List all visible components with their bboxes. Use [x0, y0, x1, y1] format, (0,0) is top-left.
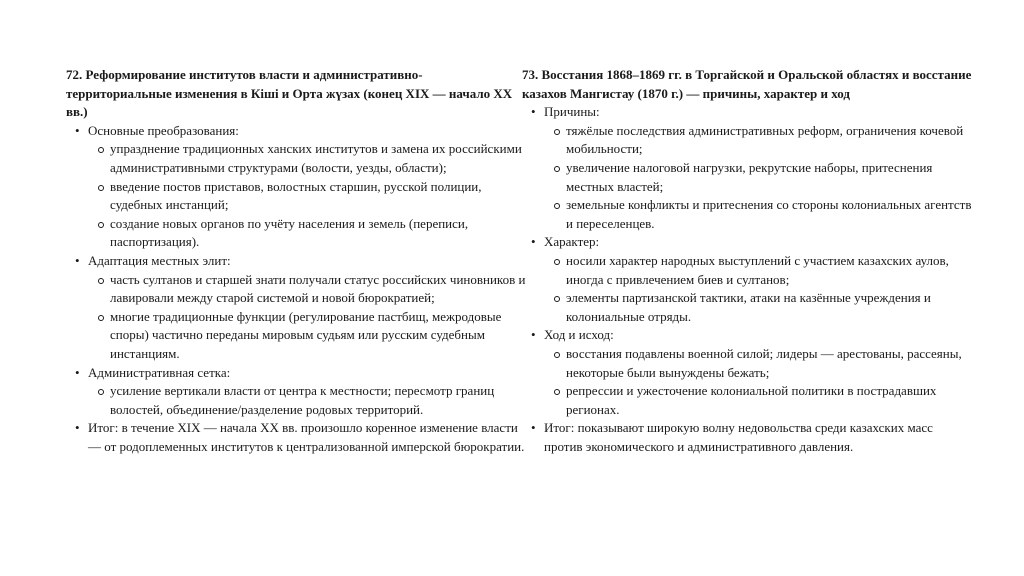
sub-list-item: создание новых органов по учёту населения и земель (переписи, паспортизация). — [88, 215, 528, 252]
bullet-summary: Итог: показывают широкую волну недовольства среди казахских масс против экономического и административного давления. — [544, 420, 933, 454]
sub-list — [544, 345, 974, 419]
sub-list — [88, 382, 528, 419]
sub-list — [544, 122, 974, 234]
sub-list — [88, 271, 528, 364]
sub-list-item: введение постов приставов, волостных старшин, русской полиции, судебных инстанций; — [88, 178, 528, 215]
list-item — [66, 364, 528, 420]
sub-list-item: элементы партизанской тактики, атаки на казённые учреждения и колониальные отряды. — [544, 289, 974, 326]
list-item — [66, 122, 528, 252]
bullet-label: Причины: — [544, 104, 600, 120]
bullet-list — [522, 103, 974, 456]
list-item — [522, 419, 974, 456]
sub-list-item: тяжёлые последствия административных реформ, ограничения кочевой мобильности; — [544, 122, 974, 159]
section-heading-72: 72. Реформирование институтов власти и административно-территориальные изменения в Кіші и Орта жүзах (конец XIX — начало XX вв.) — [66, 67, 513, 120]
right-column — [522, 66, 974, 456]
bullet-summary: Итог: в течение XIX — начала XX вв. произошло коренное изменение власти — от родоплеменных институтов к централизованной имперской бюрократии. — [88, 420, 525, 454]
left-column — [66, 66, 528, 456]
bullet-label: Характер: — [544, 234, 600, 250]
sub-list-item: усиление вертикали власти от центра к местности; пересмотр границ волостей, объединение/разделение родовых территорий. — [88, 382, 528, 419]
bullet-label: Ход и исход: — [544, 327, 614, 343]
sub-list-item: часть султанов и старшей знати получали статус российских чиновников и лавировали между старой системой и новой бюрократией; — [88, 271, 528, 308]
sub-list-item: земельные конфликты и притеснения со стороны колониальных агентств и переселенцев. — [544, 196, 974, 233]
bullet-list — [66, 122, 528, 457]
section-heading-73: 73. Восстания 1868–1869 гг. в Торгайской и Оральской областях и восстание казахов Мангистау (1870 г.) — причины, характер и ход — [522, 67, 972, 101]
bullet-label: Административная сетка: — [88, 364, 231, 380]
sub-list-item: увеличение налоговой нагрузки, рекрутские наборы, притеснения местных властей; — [544, 159, 974, 196]
bullet-label: Основные преобразования: — [88, 122, 239, 138]
list-item — [522, 326, 974, 419]
list-item — [66, 252, 528, 364]
list-item — [522, 103, 974, 233]
sub-list-item: восстания подавлены военной силой; лидеры — арестованы, рассеяны, некоторые были вынуждены бежать; — [544, 345, 974, 382]
sub-list-item: носили характер народных выступлений с участием казахских аулов, иногда с привлечением биев и султанов; — [544, 252, 974, 289]
sub-list-item: упразднение традиционных ханских институтов и замена их российскими административными структурами (волости, уезды, области); — [88, 140, 528, 177]
list-item — [66, 419, 528, 456]
sub-list-item: репрессии и ужесточение колониальной политики в пострадавших регионах. — [544, 382, 974, 419]
list-item — [522, 233, 974, 326]
sub-list-item: многие традиционные функции (регулирование пастбищ, межродовые споры) частично переданы мировым судьям или русским судебным инстанциям. — [88, 308, 528, 364]
sub-list — [544, 252, 974, 326]
bullet-label: Адаптация местных элит: — [88, 252, 231, 268]
sub-list — [88, 140, 528, 252]
